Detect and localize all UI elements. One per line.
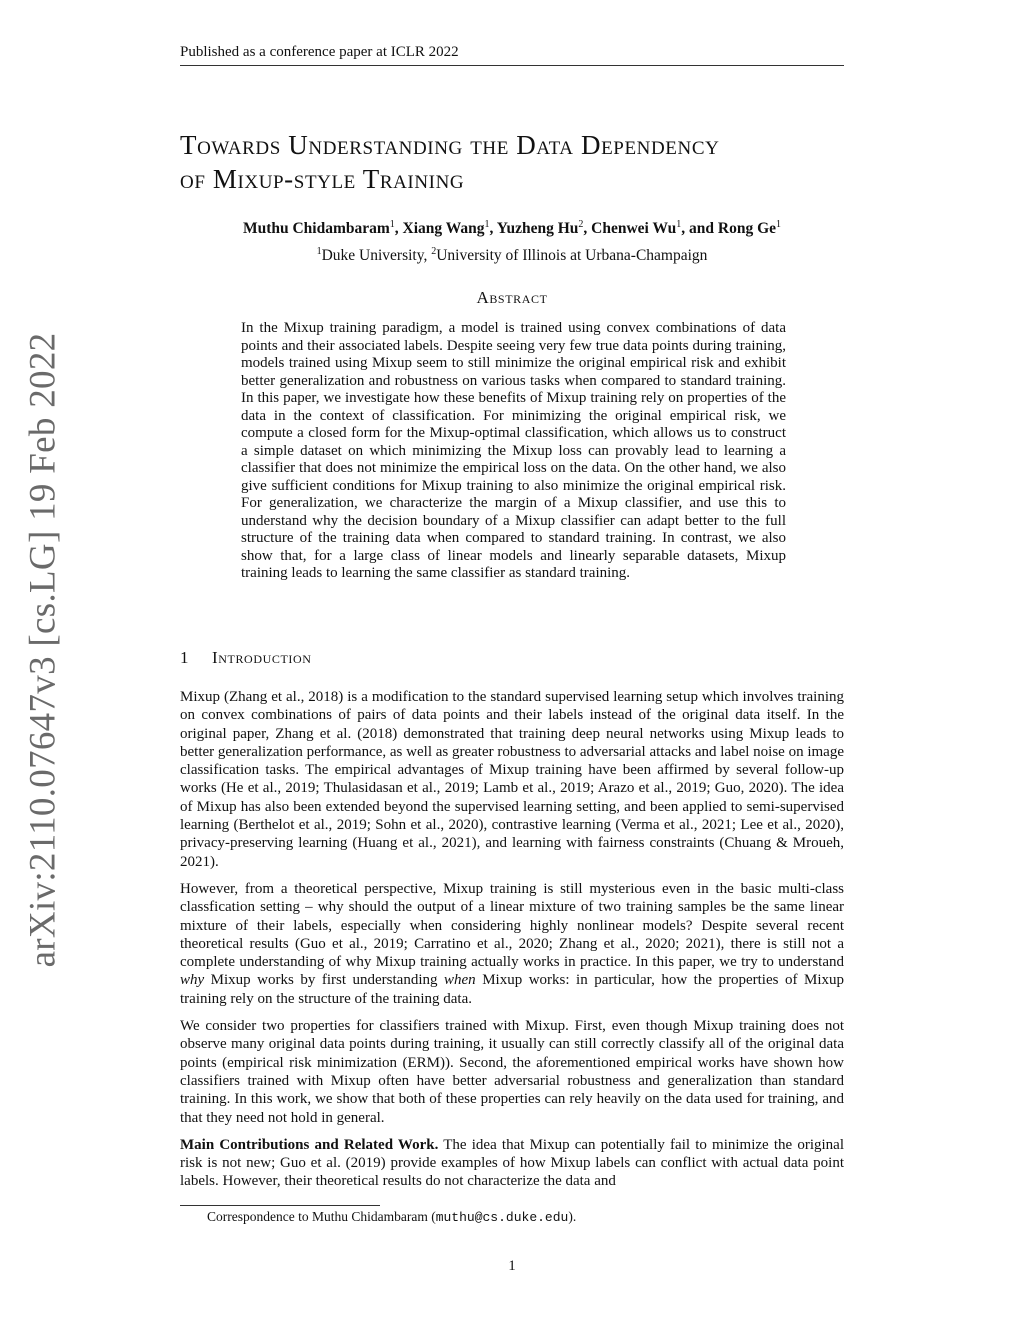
- footnote-text: ).: [568, 1209, 577, 1224]
- paper-title-line-2: of Mixup-style Training: [180, 164, 465, 194]
- paragraph-text: Mixup works by first understanding: [204, 972, 445, 989]
- arxiv-sidebar-stamp: [18, 332, 68, 968]
- running-head: Published as a conference paper at ICLR 2022: [180, 44, 844, 66]
- author-separator: , and: [681, 220, 718, 238]
- author-separator: ,: [583, 220, 592, 238]
- author-affiliation-mark: 1: [484, 219, 490, 230]
- paragraph: [180, 880, 844, 1008]
- paragraph-run-in-heading: Main Contributions and Related Work.: [180, 1136, 439, 1153]
- paper-title: [180, 128, 860, 196]
- author-name: Yuzheng Hu: [496, 220, 579, 238]
- arxiv-identifier: arXiv:2110.07647v3 [cs.LG] 19 Feb 2022: [22, 332, 64, 968]
- paragraph-text: Mixup works: in particular, how the properties of Mixup training rely on the structure of the training data.: [180, 972, 844, 1007]
- author-list: [180, 219, 844, 238]
- affiliation-name: Duke University,: [321, 247, 432, 265]
- author-affiliation-mark: 1: [389, 219, 395, 230]
- paper-title-line-1: Towards Understanding the Data Dependency: [180, 130, 720, 160]
- affiliation-mark: 1: [316, 246, 322, 257]
- footnote-divider: [180, 1205, 380, 1206]
- author-name: Rong Ge: [717, 220, 777, 238]
- footnote-email-link[interactable]: muthu@cs.duke.edu: [435, 1210, 569, 1225]
- page-number: 1: [508, 1258, 516, 1274]
- footnote: [207, 1209, 576, 1225]
- section-number: 1: [180, 648, 190, 667]
- emphasis-when: when: [444, 972, 476, 989]
- abstract-heading: Abstract: [476, 288, 548, 307]
- footnote-text: Correspondence to Muthu Chidambaram (: [207, 1209, 436, 1224]
- introduction-body: [180, 688, 844, 1200]
- author-separator: ,: [489, 220, 497, 238]
- author-separator: ,: [394, 220, 403, 238]
- author-affiliation-mark: 1: [776, 219, 782, 230]
- author-name: Xiang Wang: [402, 220, 485, 238]
- paragraph: We consider two properties for classifiers trained with Mixup. First, even though Mixup training does not observe many original data points during training, it usually can still correctly classify all of the original data points (empirical risk minimization (ERM)). Second, the aforementioned empirical works have shown how classifiers trained with Mixup often have better adversarial robustness and generalization than standard training. In this work, we show that both of these properties can rely heavily on the data used for training, and that they need not hold in general.: [180, 1018, 844, 1126]
- affiliation-mark: 2: [431, 246, 437, 257]
- affiliation-line: [180, 246, 844, 265]
- paragraph: [180, 1136, 844, 1191]
- abstract-text: In the Mixup training paradigm, a model is trained using convex combinations of data points and their associated labels. Despite seeing very few true data points during training, models trained using Mixup seem to still minimize the original empirical risk and exhibit better generalization and robustness on various tasks when compared to standard training. In this paper, we investigate how these benefits of Mixup training rely on properties of the data in the context of classification. For minimizing the original empirical risk, we compute a closed form for the Mixup-optimal classification, which allows us to construct a simple dataset on which minimizing the Mixup loss can provably lead to learning a classifier that does not minimize the empirical loss on the data. On the other hand, we also give sufficient conditions for Mixup training to also minimize the original empirical risk. For generalization, we characterize the margin of a Mixup classifier, and use this to understand why the decision boundary of a Mixup classifier can adapt better to the full structure of the training data when compared to standard training. In contrast, we also show that, for a large class of linear models and linearly separable datasets, Mixup training leads to learning the same classifier as standard training.: [241, 320, 786, 581]
- author-name: Chenwei Wu: [591, 220, 677, 238]
- paragraph: Mixup (Zhang et al., 2018) is a modification to the standard supervised learning setup which involves training on convex combinations of pairs of data points and their labels instead of the original data itself. In the original paper, Zhang et al. (2018) demonstrated that training deep neural networks using Mixup leads to better generalization performance, as well as greater robustness to adversarial attacks and label noise on image classification tasks. The empirical advantages of Mixup training have been affirmed by several follow-up works (He et al., 2019; Thulasidasan et al., 2019; Lamb et al., 2019; Arazo et al., 2019; Guo, 2020). The idea of Mixup has also been extended beyond the supervised learning setting, and been applied to semi-supervised learning (Berthelot et al., 2019; Sohn et al., 2020), contrastive learning (Verma et al., 2021; Lee et al., 2020), privacy-preserving learning (Huang et al., 2021), and learning with fairness constraints (Chuang & Mroueh, 2021).: [180, 689, 844, 870]
- section-heading-introduction: [180, 648, 312, 668]
- author-name: Muthu Chidambaram: [242, 220, 390, 238]
- emphasis-why: why: [180, 972, 205, 989]
- paragraph-text: The idea that Mixup can potentially fail to minimize the original risk is not new; Guo et al. (2019) provide examples of how Mixup labels can conflict with actual data point labels. However, their theoretical results do not characterize the data and: [180, 1136, 845, 1190]
- author-affiliation-mark: 1: [676, 219, 682, 230]
- affiliation-name: University of Illinois at Urbana-Champaign: [436, 247, 708, 265]
- paragraph-text: However, from a theoretical perspective, Mixup training is still mysterious even in the basic multi-class classfication setting – why should the output of a linear mixture of two training samples be the same linear mixture of their labels, especially when considering highly nonlinear models? Despite several recent theoretical results (Guo et al., 2019; Carratino et al., 2020; Zhang et al., 2020; 2021), there is still not a complete understanding of why Mixup training actually works in practice. In this paper, we try to understand: [180, 880, 844, 971]
- section-title: Introduction: [212, 648, 312, 667]
- author-affiliation-mark: 2: [578, 219, 584, 230]
